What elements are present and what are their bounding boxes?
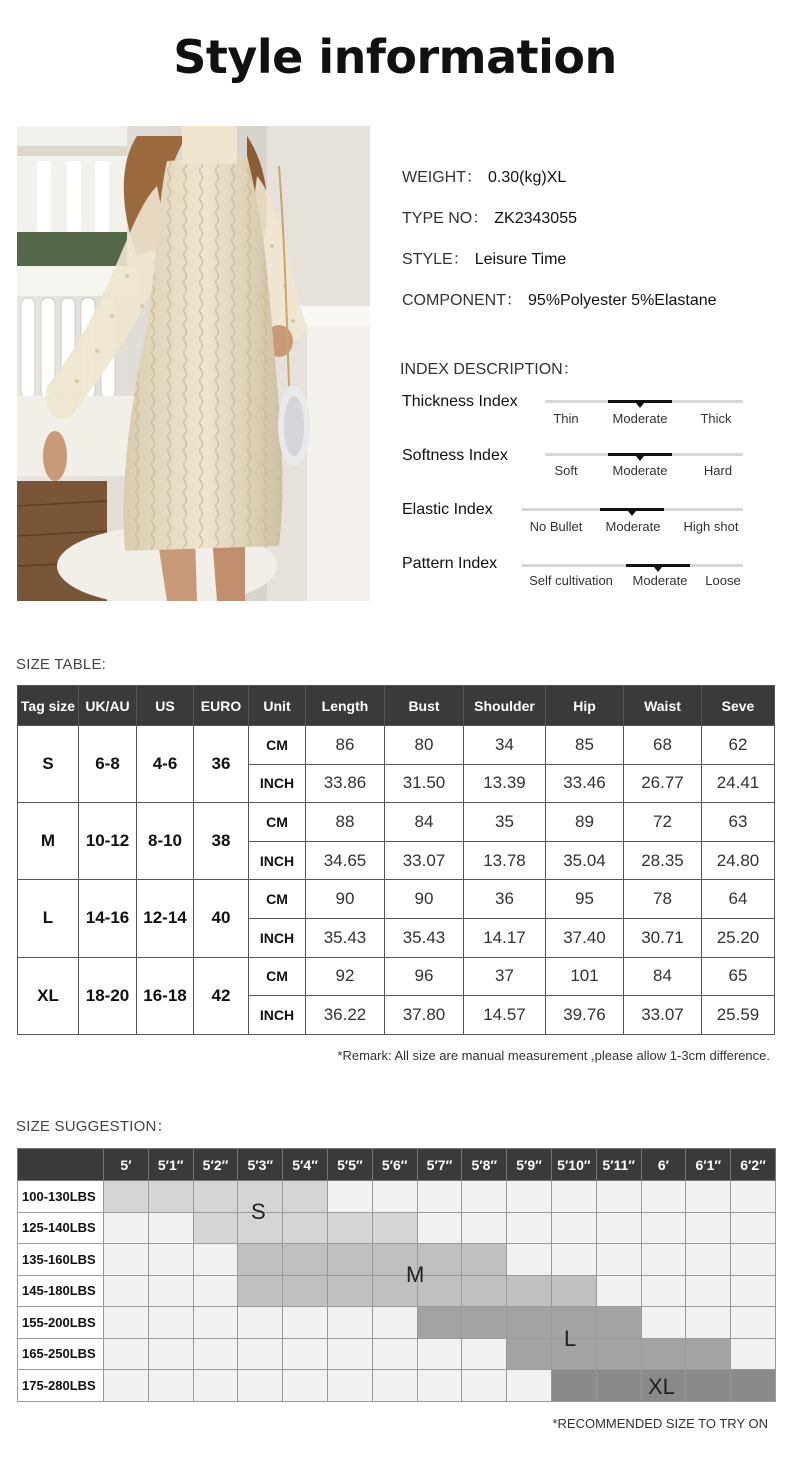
- suggestion-cell: [283, 1275, 328, 1307]
- suggestion-cell: [283, 1338, 328, 1370]
- table-cell: 68: [624, 726, 702, 765]
- thickness-option: Thick: [700, 411, 732, 426]
- table-cell: 86: [306, 726, 385, 765]
- suggestion-cell: [148, 1307, 193, 1339]
- spec-value: 95%Polyester 5%Elastane: [528, 292, 717, 309]
- suggestion-cell: [148, 1338, 193, 1370]
- suggestion-cell: [283, 1212, 328, 1244]
- table-cell: 80: [385, 726, 464, 765]
- suggestion-cell: [104, 1212, 149, 1244]
- suggestion-cell: [551, 1181, 596, 1213]
- weight-label: 175-280LBS: [18, 1370, 104, 1402]
- table-cell: 33.07: [385, 841, 464, 880]
- height-header: 5′7″: [417, 1149, 462, 1181]
- uk-au-cell: 18-20: [79, 957, 137, 1034]
- weight-label: 100-130LBS: [18, 1181, 104, 1213]
- suggestion-cell: [731, 1338, 776, 1370]
- table-cell: 62: [702, 726, 775, 765]
- suggestion-cell: [417, 1181, 462, 1213]
- suggestion-cell: [551, 1244, 596, 1276]
- table-cell: 37: [464, 957, 546, 996]
- table-cell: 14.17: [464, 918, 546, 957]
- table-row: [18, 726, 775, 765]
- suggestion-cell: [238, 1244, 283, 1276]
- suggestion-cell: [238, 1370, 283, 1402]
- size-suggestion-title: SIZE SUGGESTION：: [16, 1118, 172, 1135]
- uk-au-cell: 6-8: [79, 726, 137, 803]
- pattern-option: Self cultivation: [529, 573, 613, 588]
- suggestion-cell: [327, 1212, 372, 1244]
- table-cell: 90: [385, 880, 464, 919]
- suggestion-cell: [372, 1370, 417, 1402]
- suggestion-cell: [283, 1307, 328, 1339]
- table-cell: 63: [702, 803, 775, 842]
- suggestion-cell: [193, 1181, 238, 1213]
- unit-cell: INCH: [249, 918, 306, 957]
- col-header: Shoulder: [464, 686, 546, 726]
- suggestion-cell: [283, 1181, 328, 1213]
- col-header: Length: [306, 686, 385, 726]
- suggestion-cell: [686, 1244, 731, 1276]
- table-cell: 25.59: [702, 996, 775, 1035]
- suggestion-cell: [507, 1338, 552, 1370]
- thickness-option: Moderate: [612, 411, 668, 426]
- weight-label: 135-160LBS: [18, 1244, 104, 1276]
- col-header: Bust: [385, 686, 464, 726]
- table-row: [18, 1338, 776, 1370]
- spec-value: ZK2343055: [494, 210, 577, 227]
- suggestion-cell: [641, 1212, 686, 1244]
- suggestion-cell: [148, 1181, 193, 1213]
- suggestion-cell: [731, 1181, 776, 1213]
- spec-weight: [402, 164, 566, 187]
- table-cell: 101: [546, 957, 624, 996]
- table-cell: 33.46: [546, 764, 624, 803]
- suggestion-cell: [462, 1212, 507, 1244]
- suggestion-cell: [507, 1181, 552, 1213]
- table-cell: 89: [546, 803, 624, 842]
- suggestion-cell: [641, 1244, 686, 1276]
- suggestion-cell: [551, 1275, 596, 1307]
- suggestion-cell: [731, 1275, 776, 1307]
- table-row: [18, 957, 775, 996]
- zone-label-m: M: [406, 1262, 425, 1287]
- size-table-remark: *Remark: All size are manual measurement ,please allow 1-3cm difference.: [337, 1048, 770, 1063]
- elastic-option: No Bullet: [529, 519, 583, 534]
- table-cell: 39.76: [546, 996, 624, 1035]
- elastic-pointer-icon: [628, 511, 636, 516]
- spec-value: 0.30(kg)XL: [488, 169, 567, 186]
- table-cell: 14.57: [464, 996, 546, 1035]
- table-cell: 65: [702, 957, 775, 996]
- height-header: 6′2″: [731, 1149, 776, 1181]
- size-suggestion-header-row: [18, 1149, 776, 1181]
- zone-label-xl: XL: [648, 1374, 675, 1399]
- height-header: 6′1″: [686, 1149, 731, 1181]
- suggestion-cell: [507, 1275, 552, 1307]
- product-photo: [17, 126, 370, 601]
- uk-au-cell: 14-16: [79, 880, 137, 957]
- table-cell: 35: [464, 803, 546, 842]
- us-cell: 4-6: [137, 726, 194, 803]
- table-cell: 78: [624, 880, 702, 919]
- col-header: UK/AU: [79, 686, 137, 726]
- table-cell: 88: [306, 803, 385, 842]
- table-cell: 85: [546, 726, 624, 765]
- table-row: [18, 1307, 776, 1339]
- suggestion-cell: [193, 1212, 238, 1244]
- table-cell: 36.22: [306, 996, 385, 1035]
- corner-cell: [18, 1149, 104, 1181]
- tag-size-cell: M: [18, 803, 79, 880]
- suggestion-cell: [731, 1307, 776, 1339]
- table-cell: 26.77: [624, 764, 702, 803]
- height-header: 5′5″: [327, 1149, 372, 1181]
- pattern-option: Moderate: [632, 573, 688, 588]
- suggestion-cell: [148, 1212, 193, 1244]
- suggestion-cell: [641, 1275, 686, 1307]
- suggestion-cell: [327, 1307, 372, 1339]
- suggestion-cell: [686, 1212, 731, 1244]
- table-cell: 30.71: [624, 918, 702, 957]
- height-header: 5′1″: [148, 1149, 193, 1181]
- suggestion-cell: [551, 1212, 596, 1244]
- height-header: 5′: [104, 1149, 149, 1181]
- table-cell: 37.40: [546, 918, 624, 957]
- pattern-index-label: Pattern Index: [402, 555, 498, 572]
- table-row: [18, 1275, 776, 1307]
- table-cell: 25.20: [702, 918, 775, 957]
- height-header: 5′10″: [551, 1149, 596, 1181]
- weight-label: 125-140LBS: [18, 1212, 104, 1244]
- suggestion-cell: [686, 1307, 731, 1339]
- euro-cell: 38: [194, 803, 249, 880]
- suggestion-cell: [238, 1275, 283, 1307]
- suggestion-cell: [417, 1212, 462, 1244]
- spec-value: Leisure Time: [474, 251, 567, 268]
- suggestion-cell: [686, 1181, 731, 1213]
- suggestion-cell: [193, 1244, 238, 1276]
- suggestion-cell: [104, 1338, 149, 1370]
- col-header: EURO: [194, 686, 249, 726]
- table-cell: 36: [464, 880, 546, 919]
- zone-label-s: S: [251, 1199, 266, 1224]
- suggestion-cell: [327, 1244, 372, 1276]
- suggestion-cell: [462, 1275, 507, 1307]
- tag-size-cell: L: [18, 880, 79, 957]
- spec-style: [402, 246, 566, 269]
- suggestion-cell: [641, 1338, 686, 1370]
- page-title: Style information: [173, 30, 617, 84]
- col-header: US: [137, 686, 194, 726]
- softness-index-label: Softness Index: [402, 447, 508, 464]
- col-header: Hip: [546, 686, 624, 726]
- height-header: 5′2″: [193, 1149, 238, 1181]
- suggestion-cell: [507, 1307, 552, 1339]
- suggestion-cell: [731, 1244, 776, 1276]
- height-header: 5′6″: [372, 1149, 417, 1181]
- col-header: Unit: [249, 686, 306, 726]
- suggestion-cell: [327, 1370, 372, 1402]
- suggestion-cell: [462, 1370, 507, 1402]
- recommended-footnote: *RECOMMENDED SIZE TO TRY ON: [552, 1416, 768, 1431]
- suggestion-cell: [596, 1370, 641, 1402]
- unit-cell: CM: [249, 957, 306, 996]
- unit-cell: INCH: [249, 996, 306, 1035]
- table-cell: 37.80: [385, 996, 464, 1035]
- suggestion-cell: [193, 1370, 238, 1402]
- thickness-option: Thin: [553, 411, 579, 426]
- suggestion-cell: [238, 1307, 283, 1339]
- table-cell: 35.04: [546, 841, 624, 880]
- suggestion-cell: [551, 1370, 596, 1402]
- spec-label: STYLE：: [402, 251, 469, 268]
- height-header: 5′4″: [283, 1149, 328, 1181]
- suggestion-cell: [596, 1181, 641, 1213]
- suggestion-cell: [193, 1307, 238, 1339]
- table-row: [18, 1244, 776, 1276]
- unit-cell: INCH: [249, 764, 306, 803]
- suggestion-cell: [507, 1212, 552, 1244]
- table-cell: 33.86: [306, 764, 385, 803]
- uk-au-cell: 10-12: [79, 803, 137, 880]
- weight-label: 155-200LBS: [18, 1307, 104, 1339]
- suggestion-cell: [507, 1244, 552, 1276]
- suggestion-cell: [104, 1370, 149, 1402]
- suggestion-cell: [327, 1275, 372, 1307]
- table-cell: 35.43: [385, 918, 464, 957]
- suggestion-cell: [417, 1370, 462, 1402]
- weight-label: 165-250LBS: [18, 1338, 104, 1370]
- suggestion-cell: [731, 1370, 776, 1402]
- suggestion-cell: [148, 1244, 193, 1276]
- table-cell: 33.07: [624, 996, 702, 1035]
- height-header: 5′8″: [462, 1149, 507, 1181]
- suggestion-cell: [686, 1338, 731, 1370]
- suggestion-cell: [731, 1212, 776, 1244]
- table-cell: 13.78: [464, 841, 546, 880]
- table-row: [18, 1212, 776, 1244]
- table-cell: 72: [624, 803, 702, 842]
- size-table: [17, 685, 775, 1035]
- thickness-index-label: Thickness Index: [402, 393, 518, 410]
- suggestion-cell: [148, 1370, 193, 1402]
- pattern-option: Loose: [705, 573, 741, 588]
- suggestion-cell: [104, 1307, 149, 1339]
- suggestion-cell: [327, 1181, 372, 1213]
- suggestion-cell: [104, 1244, 149, 1276]
- suggestion-cell: [596, 1338, 641, 1370]
- suggestion-cell: [462, 1307, 507, 1339]
- us-cell: 8-10: [137, 803, 194, 880]
- suggestion-cell: [193, 1338, 238, 1370]
- height-header: 6′: [641, 1149, 686, 1181]
- suggestion-cell: [686, 1370, 731, 1402]
- zone-label-l: L: [564, 1326, 577, 1351]
- index-description-title: INDEX DESCRIPTION：: [400, 361, 579, 378]
- table-cell: 13.39: [464, 764, 546, 803]
- suggestion-cell: [372, 1307, 417, 1339]
- table-cell: 64: [702, 880, 775, 919]
- unit-cell: CM: [249, 880, 306, 919]
- elastic-option: Moderate: [605, 519, 661, 534]
- softness-pointer-icon: [636, 456, 644, 461]
- height-header: 5′11″: [596, 1149, 641, 1181]
- unit-cell: CM: [249, 726, 306, 765]
- suggestion-cell: [417, 1307, 462, 1339]
- us-cell: 16-18: [137, 957, 194, 1034]
- height-header: 5′3″: [238, 1149, 283, 1181]
- table-cell: 34: [464, 726, 546, 765]
- suggestion-cell: [104, 1275, 149, 1307]
- suggestion-cell: [596, 1307, 641, 1339]
- suggestion-cell: [596, 1244, 641, 1276]
- suggestion-cell: [372, 1212, 417, 1244]
- suggestion-cell: [283, 1244, 328, 1276]
- spec-label: COMPONENT：: [402, 292, 523, 309]
- suggestion-cell: [148, 1275, 193, 1307]
- suggestion-cell: [462, 1244, 507, 1276]
- table-cell: 34.65: [306, 841, 385, 880]
- size-table-title: SIZE TABLE:: [16, 656, 107, 673]
- euro-cell: 40: [194, 880, 249, 957]
- unit-cell: CM: [249, 803, 306, 842]
- elastic-option: High shot: [683, 519, 739, 534]
- weight-label: 145-180LBS: [18, 1275, 104, 1307]
- spec-type-no: [402, 205, 577, 228]
- tag-size-cell: XL: [18, 957, 79, 1034]
- spec-label: WEIGHT：: [402, 169, 482, 186]
- spec-label: TYPE NO：: [402, 210, 489, 227]
- softness-option: Hard: [703, 463, 733, 478]
- table-cell: 31.50: [385, 764, 464, 803]
- table-cell: 96: [385, 957, 464, 996]
- table-cell: 35.43: [306, 918, 385, 957]
- suggestion-cell: [641, 1181, 686, 1213]
- table-cell: 84: [385, 803, 464, 842]
- euro-cell: 42: [194, 957, 249, 1034]
- size-table-header-row: [18, 686, 775, 726]
- table-row: [18, 880, 775, 919]
- height-header: 5′9″: [507, 1149, 552, 1181]
- spec-component: [402, 287, 717, 310]
- suggestion-cell: [507, 1370, 552, 1402]
- thickness-pointer-icon: [636, 403, 644, 408]
- suggestion-cell: [686, 1275, 731, 1307]
- suggestion-cell: [462, 1181, 507, 1213]
- us-cell: 12-14: [137, 880, 194, 957]
- softness-option: Moderate: [612, 463, 668, 478]
- pattern-pointer-icon: [654, 567, 662, 572]
- table-row: [18, 803, 775, 842]
- size-suggestion-table: [17, 1148, 776, 1402]
- table-cell: 84: [624, 957, 702, 996]
- elastic-index-label: Elastic Index: [402, 501, 493, 518]
- col-header: Seve: [702, 686, 775, 726]
- suggestion-cell: [372, 1338, 417, 1370]
- table-cell: 90: [306, 880, 385, 919]
- suggestion-cell: [238, 1338, 283, 1370]
- col-header: Tag size: [18, 686, 79, 726]
- suggestion-cell: [283, 1370, 328, 1402]
- table-cell: 28.35: [624, 841, 702, 880]
- suggestion-cell: [641, 1307, 686, 1339]
- suggestion-cell: [462, 1338, 507, 1370]
- col-header: Waist: [624, 686, 702, 726]
- suggestion-cell: [193, 1275, 238, 1307]
- suggestion-cell: [596, 1212, 641, 1244]
- euro-cell: 36: [194, 726, 249, 803]
- unit-cell: INCH: [249, 841, 306, 880]
- table-cell: 24.80: [702, 841, 775, 880]
- suggestion-cell: [596, 1275, 641, 1307]
- table-cell: 92: [306, 957, 385, 996]
- suggestion-cell: [104, 1181, 149, 1213]
- tag-size-cell: S: [18, 726, 79, 803]
- suggestion-cell: [327, 1338, 372, 1370]
- suggestion-cell: [417, 1338, 462, 1370]
- softness-option: Soft: [554, 463, 578, 478]
- suggestion-cell: [372, 1181, 417, 1213]
- table-cell: 24.41: [702, 764, 775, 803]
- table-cell: 95: [546, 880, 624, 919]
- table-row: [18, 1181, 776, 1213]
